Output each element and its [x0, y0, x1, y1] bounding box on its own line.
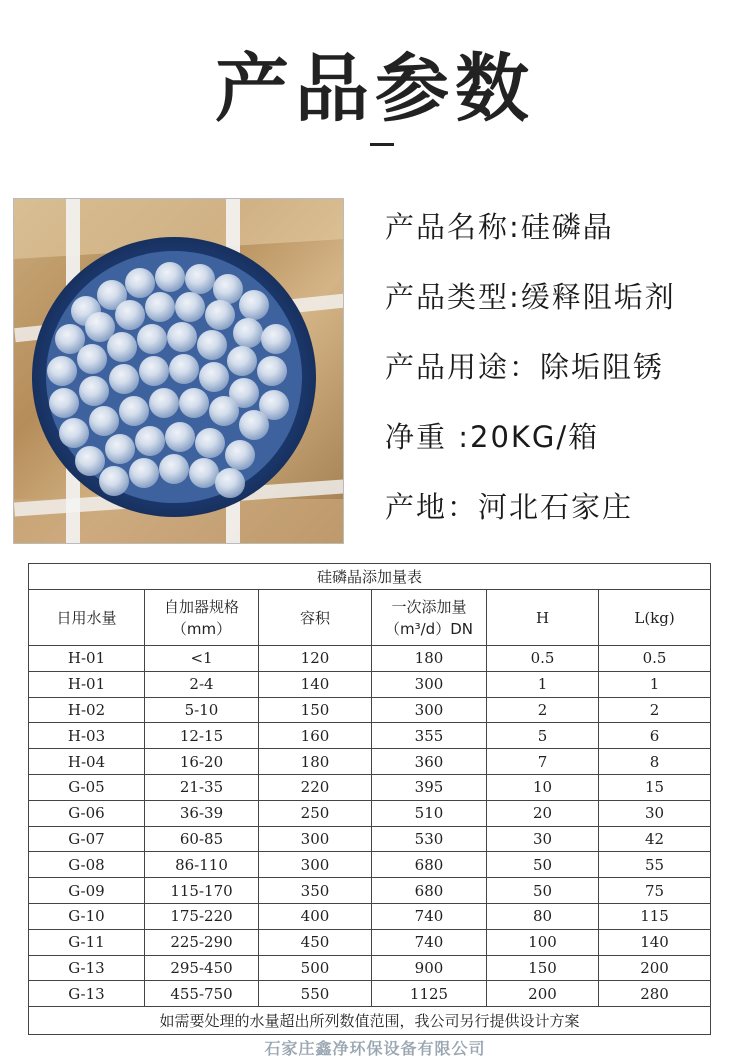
table-row [29, 774, 711, 800]
table-row [29, 852, 711, 878]
cell-dose: 300 [372, 671, 487, 697]
header-h: H [487, 590, 599, 646]
cell-dose: 530 [372, 826, 487, 852]
cell-volume: 180 [259, 749, 372, 775]
cell-h: 200 [487, 981, 599, 1007]
cell-dose: 395 [372, 774, 487, 800]
header-single-dose [372, 590, 487, 646]
cell-model: H-04 [29, 749, 145, 775]
cell-l: 200 [599, 955, 711, 981]
cell-volume: 120 [259, 646, 372, 672]
table-row [29, 697, 711, 723]
cell-volume: 450 [259, 929, 372, 955]
cell-dose: 180 [372, 646, 487, 672]
cell-spec: 175-220 [145, 903, 259, 929]
header-daily-water: 日用水量 [29, 590, 145, 646]
cell-model: H-01 [29, 671, 145, 697]
table-row [29, 671, 711, 697]
cell-model: G-08 [29, 852, 145, 878]
cell-volume: 500 [259, 955, 372, 981]
cell-h: 50 [487, 852, 599, 878]
dosage-table-container [28, 563, 710, 1035]
cell-volume: 300 [259, 826, 372, 852]
cell-volume: 220 [259, 774, 372, 800]
header-dispenser-spec-unit: （mm） [171, 619, 232, 638]
header-single-dose-unit: （m³/d）DN [385, 619, 473, 638]
cell-spec: 455-750 [145, 981, 259, 1007]
cell-model: G-11 [29, 929, 145, 955]
info-weight-value: 20KG/箱 [470, 420, 600, 454]
header-single-dose-title: 一次添加量 [391, 597, 467, 616]
table-row [29, 903, 711, 929]
cell-h: 100 [487, 929, 599, 955]
cell-spec: 86-110 [145, 852, 259, 878]
cell-l: 115 [599, 903, 711, 929]
cell-model: H-01 [29, 646, 145, 672]
cell-l: 2 [599, 697, 711, 723]
cell-h: 1 [487, 671, 599, 697]
cell-volume: 300 [259, 852, 372, 878]
page-title: 产品参数 [215, 46, 535, 132]
cell-dose: 740 [372, 903, 487, 929]
info-usage [385, 345, 676, 415]
info-name-value: 硅磷晶 [520, 210, 614, 244]
cell-h: 10 [487, 774, 599, 800]
cell-h: 0.5 [487, 646, 599, 672]
info-type-value: 缓释阻垢剂 [520, 280, 676, 314]
cell-dose: 680 [372, 852, 487, 878]
cell-h: 5 [487, 723, 599, 749]
header-l: L(kg) [599, 590, 711, 646]
table-row [29, 723, 711, 749]
cell-model: H-02 [29, 697, 145, 723]
info-type [385, 275, 676, 345]
cell-dose: 900 [372, 955, 487, 981]
cell-model: G-10 [29, 903, 145, 929]
cell-spec: <1 [145, 646, 259, 672]
dosage-table [28, 563, 711, 1035]
cell-volume: 400 [259, 903, 372, 929]
cell-dose: 1125 [372, 981, 487, 1007]
cell-model: G-06 [29, 800, 145, 826]
cell-spec: 115-170 [145, 878, 259, 904]
cell-dose: 510 [372, 800, 487, 826]
cell-dose: 680 [372, 878, 487, 904]
info-origin-value: 河北石家庄 [478, 490, 634, 524]
table-row [29, 749, 711, 775]
product-info [385, 205, 676, 555]
cell-h: 80 [487, 903, 599, 929]
cell-l: 55 [599, 852, 711, 878]
cell-l: 280 [599, 981, 711, 1007]
cell-spec: 5-10 [145, 697, 259, 723]
table-row [29, 826, 711, 852]
cell-model: G-13 [29, 955, 145, 981]
cell-spec: 295-450 [145, 955, 259, 981]
table-row [29, 800, 711, 826]
cell-h: 7 [487, 749, 599, 775]
cell-spec: 2-4 [145, 671, 259, 697]
cell-l: 0.5 [599, 646, 711, 672]
cell-h: 150 [487, 955, 599, 981]
cell-l: 140 [599, 929, 711, 955]
info-type-label: 产品类型: [385, 280, 521, 314]
cell-l: 15 [599, 774, 711, 800]
cell-dose: 355 [372, 723, 487, 749]
cell-dose: 360 [372, 749, 487, 775]
cell-model: G-05 [29, 774, 145, 800]
cell-model: H-03 [29, 723, 145, 749]
cell-h: 20 [487, 800, 599, 826]
cell-h: 2 [487, 697, 599, 723]
cell-volume: 140 [259, 671, 372, 697]
cell-model: G-07 [29, 826, 145, 852]
cell-spec: 16-20 [145, 749, 259, 775]
info-weight [385, 415, 676, 485]
cell-spec: 60-85 [145, 826, 259, 852]
cell-model: G-13 [29, 981, 145, 1007]
cell-l: 8 [599, 749, 711, 775]
cell-spec: 225-290 [145, 929, 259, 955]
cell-spec: 12-15 [145, 723, 259, 749]
cell-h: 30 [487, 826, 599, 852]
cell-volume: 350 [259, 878, 372, 904]
cell-volume: 250 [259, 800, 372, 826]
info-name-label: 产品名称: [385, 210, 521, 244]
title-divider [370, 143, 394, 146]
info-usage-value: 除垢阻锈 [540, 350, 665, 384]
cell-volume: 550 [259, 981, 372, 1007]
header-dispenser-spec [145, 590, 259, 646]
cell-model: G-09 [29, 878, 145, 904]
cell-spec: 36-39 [145, 800, 259, 826]
cell-l: 6 [599, 723, 711, 749]
table-row [29, 878, 711, 904]
table-row [29, 981, 711, 1007]
header-dispenser-spec-title: 自加器规格 [163, 597, 239, 616]
table-footnote: 如需要处理的水量超出所列数值范围，我公司另行提供设计方案 [29, 1007, 711, 1035]
cell-spec: 21-35 [145, 774, 259, 800]
info-usage-label: 产品用途： [385, 350, 541, 384]
cell-volume: 150 [259, 697, 372, 723]
cell-l: 1 [599, 671, 711, 697]
cell-h: 50 [487, 878, 599, 904]
cell-l: 75 [599, 878, 711, 904]
info-name [385, 205, 676, 275]
table-row [29, 929, 711, 955]
info-weight-label: 净重 : [385, 420, 470, 454]
cell-l: 30 [599, 800, 711, 826]
table-row [29, 955, 711, 981]
header-volume: 容积 [259, 590, 372, 646]
cell-l: 42 [599, 826, 711, 852]
table-caption: 硅磷晶添加量表 [29, 564, 711, 590]
info-origin-label: 产地： [385, 490, 479, 524]
info-origin [385, 485, 676, 555]
table-row [29, 646, 711, 672]
company-watermark: 石家庄鑫净环保设备有限公司 [264, 1039, 486, 1057]
product-photo [13, 198, 344, 544]
cell-dose: 740 [372, 929, 487, 955]
cell-volume: 160 [259, 723, 372, 749]
cell-dose: 300 [372, 697, 487, 723]
